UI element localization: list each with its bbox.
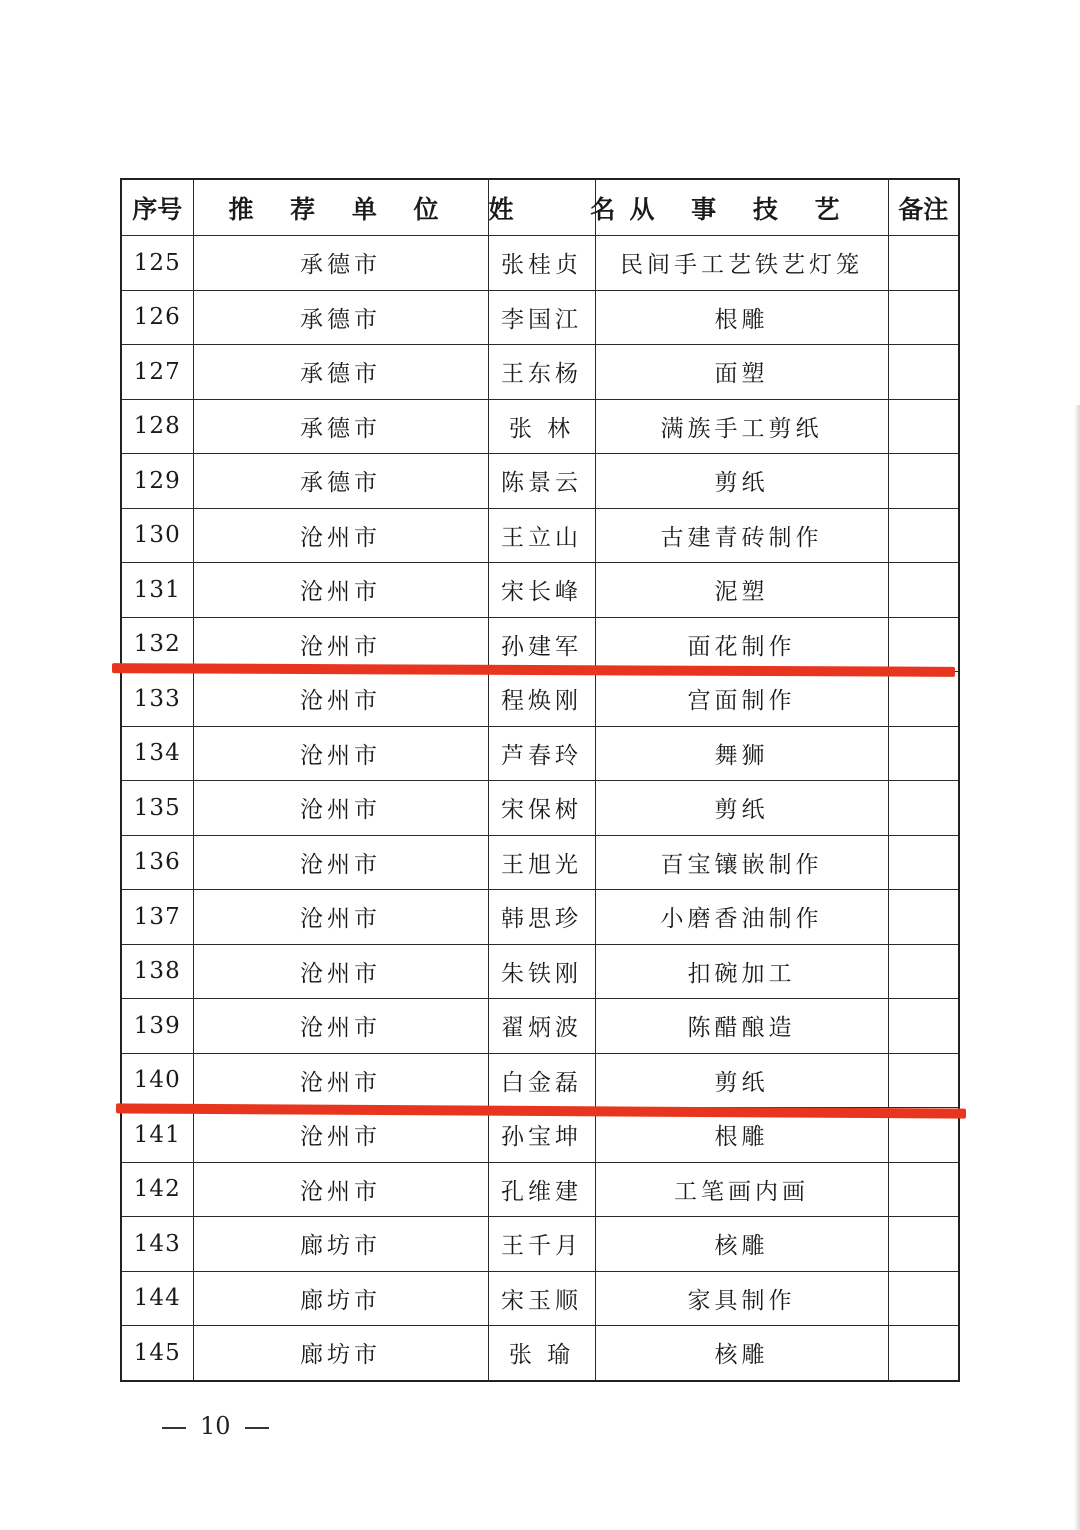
table-row xyxy=(121,1271,959,1326)
cell-no: 143 xyxy=(121,1217,193,1272)
cell-note xyxy=(888,454,959,509)
cell-no: 138 xyxy=(121,944,193,999)
cell-name: 张 林 xyxy=(488,399,595,454)
table-row xyxy=(121,290,959,345)
header-name: 姓 名 xyxy=(488,179,595,236)
cell-skill: 古建青砖制作 xyxy=(595,508,888,563)
table-row xyxy=(121,399,959,454)
header-no: 序号 xyxy=(121,179,193,236)
table-row xyxy=(121,890,959,945)
cell-note xyxy=(888,236,959,291)
cell-skill: 满族手工剪纸 xyxy=(595,399,888,454)
table-row xyxy=(121,563,959,618)
cell-note xyxy=(888,508,959,563)
cell-note xyxy=(888,835,959,890)
cell-skill: 核雕 xyxy=(595,1326,888,1381)
cell-unit: 沧州市 xyxy=(193,999,488,1054)
cell-name: 孙建军 xyxy=(488,617,595,672)
table-row xyxy=(121,1053,959,1108)
cell-name: 程焕刚 xyxy=(488,672,595,727)
cell-no: 142 xyxy=(121,1162,193,1217)
cell-name: 李国江 xyxy=(488,290,595,345)
cell-name: 宋保树 xyxy=(488,781,595,836)
cell-skill: 根雕 xyxy=(595,1108,888,1163)
cell-skill: 民间手工艺铁艺灯笼 xyxy=(595,236,888,291)
header-skill: 从 事 技 艺 xyxy=(595,179,888,236)
cell-name: 陈景云 xyxy=(488,454,595,509)
table-row xyxy=(121,835,959,890)
cell-unit: 承德市 xyxy=(193,345,488,400)
cell-note xyxy=(888,726,959,781)
cell-unit: 沧州市 xyxy=(193,1162,488,1217)
cell-name: 王立山 xyxy=(488,508,595,563)
cell-note xyxy=(888,781,959,836)
cell-skill: 面花制作 xyxy=(595,617,888,672)
cell-no: 127 xyxy=(121,345,193,400)
table-row xyxy=(121,726,959,781)
cell-no: 141 xyxy=(121,1108,193,1163)
cell-name: 王东杨 xyxy=(488,345,595,400)
cell-skill: 剪纸 xyxy=(595,1053,888,1108)
cell-skill: 剪纸 xyxy=(595,454,888,509)
table-row xyxy=(121,1326,959,1381)
page-edge-shadow xyxy=(1074,405,1080,1530)
cell-unit: 廊坊市 xyxy=(193,1271,488,1326)
cell-no: 137 xyxy=(121,890,193,945)
cell-unit: 沧州市 xyxy=(193,726,488,781)
cell-skill: 宫面制作 xyxy=(595,672,888,727)
cell-no: 132 xyxy=(121,617,193,672)
table-header-row xyxy=(121,179,959,236)
cell-unit: 沧州市 xyxy=(193,1053,488,1108)
cell-name: 宋长峰 xyxy=(488,563,595,618)
cell-note xyxy=(888,944,959,999)
cell-no: 136 xyxy=(121,835,193,890)
cell-unit: 沧州市 xyxy=(193,563,488,618)
table-row xyxy=(121,1162,959,1217)
cell-name: 翟炳波 xyxy=(488,999,595,1054)
table-row xyxy=(121,1217,959,1272)
cell-unit: 廊坊市 xyxy=(193,1326,488,1381)
cell-name: 张桂贞 xyxy=(488,236,595,291)
cell-unit: 承德市 xyxy=(193,454,488,509)
table-row xyxy=(121,454,959,509)
page-footer xyxy=(148,1412,283,1440)
table-row xyxy=(121,672,959,727)
cell-no: 140 xyxy=(121,1053,193,1108)
cell-no: 133 xyxy=(121,672,193,727)
cell-skill: 陈醋酿造 xyxy=(595,999,888,1054)
cell-unit: 沧州市 xyxy=(193,508,488,563)
table-body xyxy=(121,236,959,1381)
cell-no: 130 xyxy=(121,508,193,563)
cell-note xyxy=(888,1326,959,1381)
cell-name: 朱铁刚 xyxy=(488,944,595,999)
cell-note xyxy=(888,1162,959,1217)
header-unit: 推 荐 单 位 xyxy=(193,179,488,236)
cell-unit: 沧州市 xyxy=(193,890,488,945)
cell-name: 白金磊 xyxy=(488,1053,595,1108)
cell-no: 126 xyxy=(121,290,193,345)
cell-note xyxy=(888,1217,959,1272)
cell-no: 131 xyxy=(121,563,193,618)
cell-skill: 根雕 xyxy=(595,290,888,345)
cell-unit: 承德市 xyxy=(193,290,488,345)
cell-skill: 泥塑 xyxy=(595,563,888,618)
cell-unit: 沧州市 xyxy=(193,617,488,672)
cell-note xyxy=(888,563,959,618)
cell-note xyxy=(888,617,959,672)
cell-name: 芦春玲 xyxy=(488,726,595,781)
table-row xyxy=(121,236,959,291)
cell-skill: 核雕 xyxy=(595,1217,888,1272)
cell-no: 129 xyxy=(121,454,193,509)
cell-name: 王旭光 xyxy=(488,835,595,890)
cell-note xyxy=(888,890,959,945)
cell-unit: 沧州市 xyxy=(193,1108,488,1163)
cell-no: 134 xyxy=(121,726,193,781)
cell-no: 144 xyxy=(121,1271,193,1326)
cell-note xyxy=(888,290,959,345)
footer-dash xyxy=(245,1427,269,1429)
cell-skill: 小磨香油制作 xyxy=(595,890,888,945)
cell-note xyxy=(888,999,959,1054)
cell-note xyxy=(888,345,959,400)
cell-skill: 百宝镶嵌制作 xyxy=(595,835,888,890)
cell-note xyxy=(888,1271,959,1326)
table-row xyxy=(121,944,959,999)
header-note: 备注 xyxy=(888,179,959,236)
page-number: 10 xyxy=(200,1412,231,1440)
cell-skill: 剪纸 xyxy=(595,781,888,836)
cell-unit: 沧州市 xyxy=(193,944,488,999)
cell-note xyxy=(888,672,959,727)
cell-name: 张 瑜 xyxy=(488,1326,595,1381)
cell-skill: 扣碗加工 xyxy=(595,944,888,999)
table-row xyxy=(121,999,959,1054)
table-row xyxy=(121,781,959,836)
cell-note xyxy=(888,399,959,454)
cell-unit: 承德市 xyxy=(193,399,488,454)
cell-unit: 沧州市 xyxy=(193,835,488,890)
cell-no: 145 xyxy=(121,1326,193,1381)
cell-skill: 工笔画内画 xyxy=(595,1162,888,1217)
cell-no: 125 xyxy=(121,236,193,291)
cell-name: 孔维建 xyxy=(488,1162,595,1217)
cell-note xyxy=(888,1053,959,1108)
cell-skill: 家具制作 xyxy=(595,1271,888,1326)
cell-name: 孙宝坤 xyxy=(488,1108,595,1163)
cell-unit: 沧州市 xyxy=(193,781,488,836)
cell-name: 王千月 xyxy=(488,1217,595,1272)
cell-no: 128 xyxy=(121,399,193,454)
cell-unit: 承德市 xyxy=(193,236,488,291)
cell-skill: 舞狮 xyxy=(595,726,888,781)
cell-name: 韩思珍 xyxy=(488,890,595,945)
cell-unit: 廊坊市 xyxy=(193,1217,488,1272)
footer-dash xyxy=(162,1427,186,1429)
table-row xyxy=(121,345,959,400)
cell-skill: 面塑 xyxy=(595,345,888,400)
cell-name: 宋玉顺 xyxy=(488,1271,595,1326)
cell-no: 135 xyxy=(121,781,193,836)
roster-table xyxy=(120,178,960,1382)
table-row xyxy=(121,508,959,563)
cell-no: 139 xyxy=(121,999,193,1054)
cell-unit: 沧州市 xyxy=(193,672,488,727)
